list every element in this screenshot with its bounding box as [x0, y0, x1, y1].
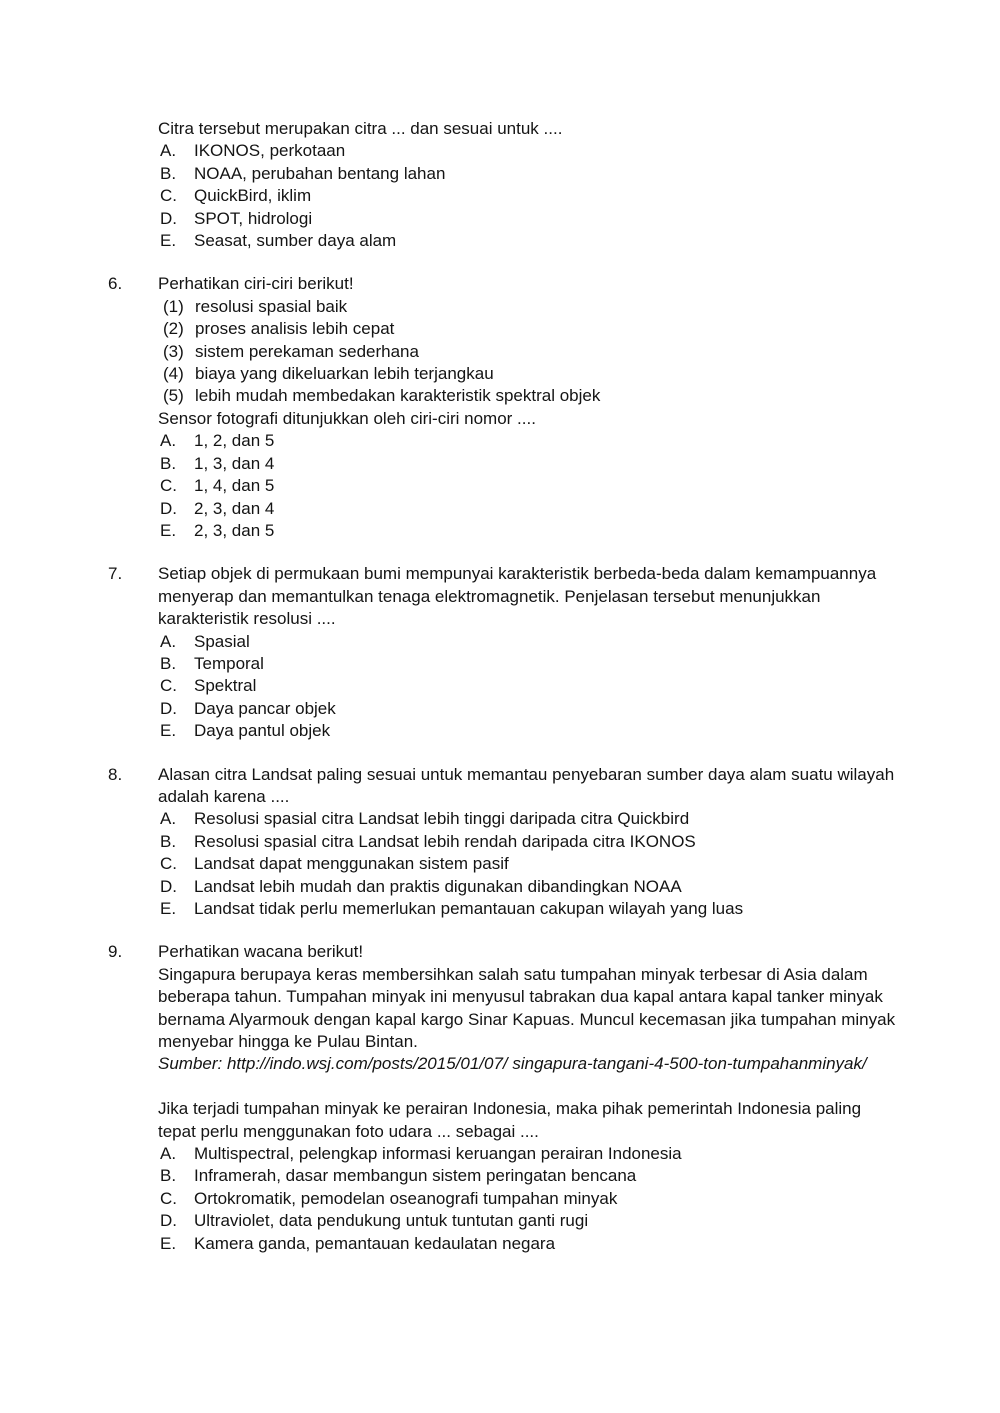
option-letter: B. [160, 831, 177, 851]
subitem [163, 341, 898, 363]
option-text: Landsat lebih mudah dan praktis digunakan dibandingkan NOAA [194, 876, 682, 896]
option-text: QuickBird, iklim [194, 186, 312, 206]
question-block [108, 118, 898, 252]
option-letter: E. [160, 899, 177, 918]
option-item[interactable] [160, 453, 898, 475]
option-item[interactable] [160, 808, 898, 830]
option-list [158, 808, 898, 920]
subitem-text: lebih mudah membedakan karakteristik spektral objek [195, 386, 601, 406]
option-letter: C. [160, 676, 177, 696]
question-stem: Alasan citra Landsat paling sesuai untuk memantau penyebaran sumber daya alam suatu wilayah adalah karena .... [158, 764, 895, 806]
option-letter: C. [160, 186, 177, 206]
question-number: 9. [108, 942, 123, 962]
subitem-marker: (5) [163, 386, 184, 406]
subitem [163, 385, 898, 407]
subitem-text: proses analisis lebih cepat [195, 319, 395, 339]
question-body [158, 118, 898, 252]
option-text: Landsat tidak perlu memerlukan pemantauan cakupan wilayah yang luas [194, 899, 744, 918]
paragraph-spacer [158, 1076, 898, 1098]
option-item[interactable] [160, 163, 898, 185]
option-text: Resolusi spasial citra Landsat lebih tinggi daripada citra Quickbird [194, 809, 690, 829]
option-text: 2, 3, dan 4 [194, 498, 275, 518]
subitem-text: resolusi spasial baik [195, 296, 348, 316]
option-letter: D. [160, 876, 177, 896]
option-text: Daya pancar objek [194, 698, 336, 718]
question-stem: Perhatikan ciri-ciri berikut! [158, 274, 354, 294]
option-item[interactable] [160, 1143, 898, 1165]
option-letter: A. [160, 631, 177, 651]
passage-text: Singapura berupaya keras membersihkan salah satu tumpahan minyak terbesar di Asia dalam beberapa tahun. Tumpahan minyak ini menyusul tabrakan dua kapal antara kapal tanker minyak bernama Alyarmouk dengan kapal kargo Sinar Kapuas. Muncul kecemasan jika tumpahan minyak menyebar hingga ke Pulau Bintan. [158, 964, 896, 1052]
option-text: NOAA, perubahan bentang lahan [194, 163, 446, 183]
question-stem: Setiap objek di permukaan bumi mempunyai karakteristik berbeda-beda dalam kemampuannya menyerap dan memantulkan tenaga elektromagnetik. Penjelasan tersebut menunjukkan karakteristik resolusi .... [158, 564, 877, 629]
option-letter: A. [160, 431, 177, 451]
option-letter: D. [160, 208, 177, 228]
option-item[interactable] [160, 653, 898, 675]
option-text: IKONOS, perkotaan [194, 141, 346, 161]
question-body [158, 273, 898, 542]
option-item[interactable] [160, 185, 898, 207]
subitem-marker: (4) [163, 364, 184, 384]
passage-source: Sumber: http://indo.wsj.com/posts/2015/01/07/ singapura-tangani-4-500-ton-tumpahanminyak/ [158, 1054, 867, 1074]
option-letter: D. [160, 698, 177, 718]
subitem [163, 363, 898, 385]
question-block [108, 941, 898, 1255]
question-block [108, 563, 898, 742]
option-text: Daya pantul objek [194, 721, 331, 741]
option-item[interactable] [160, 230, 898, 252]
option-text: Ultraviolet, data pendukung untuk tuntutan ganti rugi [194, 1211, 589, 1231]
option-letter: B. [160, 653, 177, 673]
question-body [158, 764, 898, 921]
option-letter: B. [160, 163, 177, 183]
option-letter: C. [160, 854, 177, 874]
subitem-text: biaya yang dikeluarkan lebih terjangkau [195, 364, 494, 384]
option-item[interactable] [160, 675, 898, 697]
question-list [108, 118, 898, 1276]
option-text: Kamera ganda, pemantauan kedaulatan negara [194, 1233, 556, 1253]
option-text: 2, 3, dan 5 [194, 520, 275, 540]
option-item[interactable] [160, 631, 898, 653]
option-text: Spektral [194, 676, 257, 696]
option-item[interactable] [160, 1188, 898, 1210]
question-number: 8. [108, 764, 123, 784]
option-letter: D. [160, 498, 177, 518]
option-text: Seasat, sumber daya alam [194, 231, 397, 251]
option-list [158, 430, 898, 542]
option-letter: E. [160, 721, 177, 741]
question-stem: Perhatikan wacana berikut! [158, 942, 364, 962]
option-item[interactable] [160, 876, 898, 898]
option-letter: A. [160, 809, 177, 829]
option-item[interactable] [160, 1233, 898, 1255]
option-text: SPOT, hidrologi [194, 208, 313, 228]
question-number: 6. [108, 274, 123, 294]
question-body [158, 941, 898, 1255]
question-block [108, 273, 898, 542]
option-text: Multispectral, pelengkap informasi keruangan perairan Indonesia [194, 1144, 682, 1164]
option-item[interactable] [160, 1210, 898, 1232]
option-letter: B. [160, 453, 177, 473]
subitem [163, 296, 898, 318]
option-text: Landsat dapat menggunakan sistem pasif [194, 854, 509, 874]
option-list [158, 631, 898, 743]
option-item[interactable] [160, 831, 898, 853]
subitem-list [158, 296, 898, 408]
option-letter: E. [160, 1233, 177, 1253]
question-stem: Citra tersebut merupakan citra ... dan sesuai untuk .... [158, 119, 563, 138]
subitem-marker: (1) [163, 296, 184, 316]
question-number: 7. [108, 564, 123, 584]
option-text: Temporal [194, 653, 264, 673]
option-letter: D. [160, 1211, 177, 1231]
option-list [158, 140, 898, 252]
option-item[interactable] [160, 475, 898, 497]
option-text: 1, 4, dan 5 [194, 476, 275, 496]
option-letter: A. [160, 141, 177, 161]
option-item[interactable] [160, 898, 898, 920]
option-item[interactable] [160, 698, 898, 720]
option-item[interactable] [160, 430, 898, 452]
option-item[interactable] [160, 853, 898, 875]
question-body [158, 563, 898, 742]
question-stem-secondary: Sensor fotografi ditunjukkan oleh ciri-ciri nomor .... [158, 408, 536, 428]
option-text: Inframerah, dasar membangun sistem peringatan bencana [194, 1166, 637, 1186]
question-prompt: Jika terjadi tumpahan minyak ke perairan Indonesia, maka pihak pemerintah Indonesia paling tepat perlu menggunakan foto udara ... sebagai .... [158, 1099, 862, 1141]
option-item[interactable] [160, 140, 898, 162]
option-letter: E. [160, 520, 177, 540]
option-letter: B. [160, 1166, 177, 1186]
subitem-text: sistem perekaman sederhana [195, 341, 419, 361]
option-text: 1, 2, dan 5 [194, 431, 275, 451]
option-letter: A. [160, 1144, 177, 1164]
option-letter: E. [160, 231, 177, 251]
option-list [158, 1143, 898, 1255]
option-item[interactable] [160, 1165, 898, 1187]
subitem-marker: (2) [163, 319, 184, 339]
option-text: 1, 3, dan 4 [194, 453, 275, 473]
question-block [108, 764, 898, 921]
option-text: Spasial [194, 631, 250, 651]
subitem-marker: (3) [163, 341, 184, 361]
option-item[interactable] [160, 498, 898, 520]
option-text: Resolusi spasial citra Landsat lebih rendah daripada citra IKONOS [194, 831, 696, 851]
option-item[interactable] [160, 720, 898, 742]
option-letter: C. [160, 1188, 177, 1208]
option-text: Ortokromatik, pemodelan oseanografi tumpahan minyak [194, 1188, 618, 1208]
subitem [163, 318, 898, 340]
option-item[interactable] [160, 520, 898, 542]
option-item[interactable] [160, 208, 898, 230]
option-letter: C. [160, 476, 177, 496]
